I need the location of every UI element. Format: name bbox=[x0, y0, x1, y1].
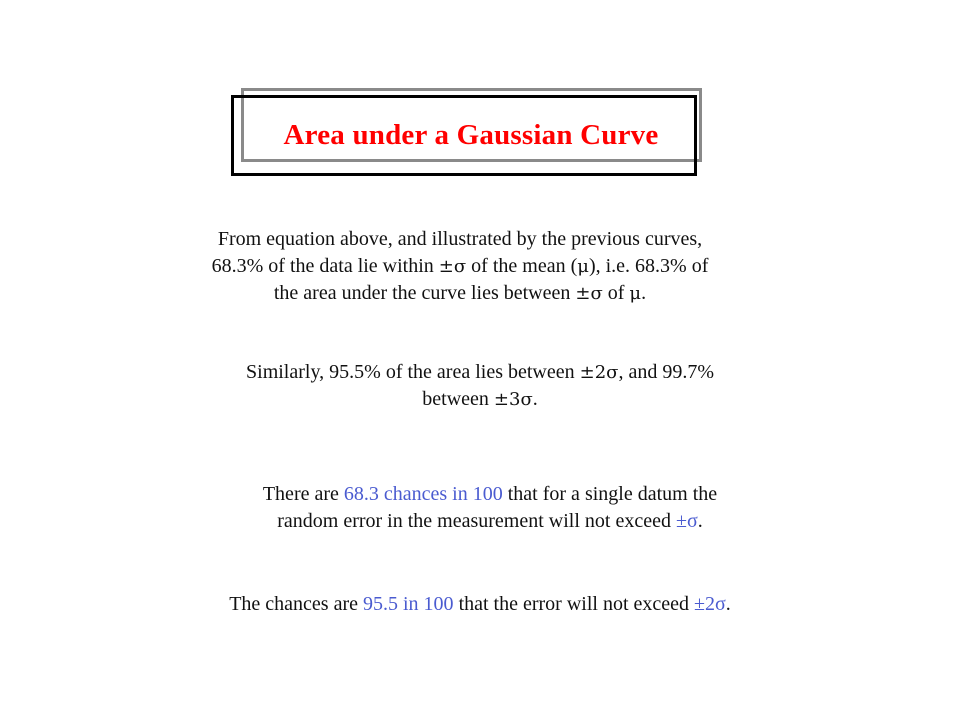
mu-symbol: μ bbox=[577, 256, 589, 277]
text-span: . bbox=[641, 282, 647, 304]
text-span: The chances are bbox=[229, 593, 358, 615]
paragraph-line bbox=[150, 226, 770, 253]
text-span: 68.3% of the data lie within bbox=[211, 255, 434, 277]
paragraph-line bbox=[150, 253, 770, 280]
text-span: . bbox=[697, 510, 703, 532]
paragraph-two-sigma-chances bbox=[150, 591, 810, 618]
plus-minus-sigma-symbol: ±σ bbox=[438, 256, 467, 277]
paragraph-line bbox=[150, 280, 770, 307]
highlight-sigma: ±σ bbox=[675, 510, 698, 532]
highlight-two-sigma: ±2σ bbox=[694, 593, 726, 615]
text-span: . bbox=[532, 388, 538, 410]
paragraph-line bbox=[180, 359, 780, 386]
paragraph-one-sigma bbox=[150, 226, 770, 307]
paragraph-line bbox=[190, 508, 790, 535]
paragraph-single-datum bbox=[190, 481, 790, 535]
text-span: From equation above, and illustrated by the previous curves, bbox=[217, 228, 703, 250]
paragraph-two-three-sigma bbox=[180, 359, 780, 413]
text-span: , and 99.7% bbox=[618, 361, 714, 383]
highlight-chances: 95.5 in 100 bbox=[363, 593, 454, 615]
paragraph-line bbox=[150, 591, 810, 618]
mu-symbol: μ bbox=[629, 283, 642, 304]
text-span: random error in the measurement will not exceed bbox=[277, 510, 671, 532]
text-span: ), i.e. 68.3% of bbox=[588, 255, 709, 277]
text-span: that for a single datum the bbox=[507, 483, 718, 505]
plus-minus-three-sigma-symbol: ±3σ bbox=[493, 389, 533, 410]
plus-minus-sigma-symbol: ±σ bbox=[575, 283, 603, 304]
slide-title: Area under a Gaussian Curve bbox=[283, 119, 659, 151]
text-span: between bbox=[422, 388, 489, 410]
paragraph-line bbox=[190, 481, 790, 508]
text-span: Similarly, 95.5% of the area lies between bbox=[246, 361, 575, 383]
plus-minus-two-sigma-symbol: ±2σ bbox=[579, 362, 619, 383]
text-span: There are bbox=[262, 483, 339, 505]
text-span: that the error will not exceed bbox=[458, 593, 690, 615]
highlight-chances: 68.3 chances in 100 bbox=[343, 483, 503, 505]
paragraph-line bbox=[180, 386, 780, 413]
text-span: of bbox=[607, 282, 625, 304]
text-span: of the mean ( bbox=[471, 255, 578, 277]
text-span: . bbox=[725, 593, 731, 615]
text-span: the area under the curve lies between bbox=[273, 282, 571, 304]
